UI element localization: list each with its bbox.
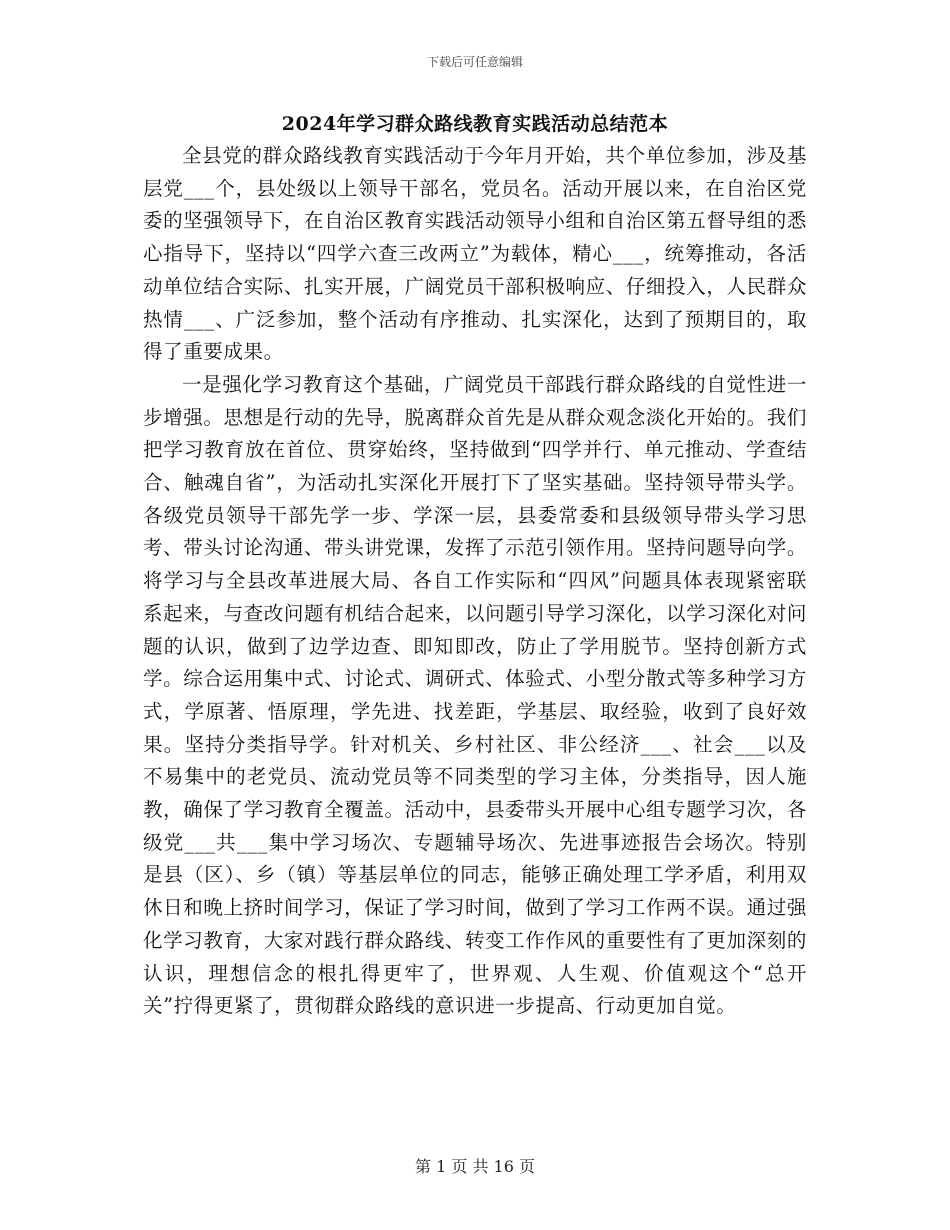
header-note: 下载后可任意编辑: [426, 55, 523, 69]
paragraph-study-education: 一是强化学习教育这个基础，广阔党员干部践行群众路线的自觉性进一步增强。思想是行动的先导，脱离群众首先是从群众观念淡化开始的。我们把学习教育放在首位、贯穿始终，坚持做到“四学并行、单元推动、学查结合、触魂自省”，为活动扎实深化开展打下了坚实基础。坚持领导带头学。各级党员领导干部先学一步、学深一层，县委常委和县级领导带头学习思考、带头讨论沟通、带头讲党课，发挥了示范引领作用。坚持问题导向学。将学习与全县改革进展大局、各自工作实际和“四风”问题具体表现紧密联系起来，与查改问题有机结合起来，以问题引导学习深化，以学习深化对问题的认识，做到了边学边查、即知即改，防止了学用脱节。坚持创新方式学。综合运用集中式、讨论式、调研式、体验式、小型分散式等多种学习方式，学原著、悟原理，学先进、找差距，学基层、取经验，收到了良好效果。坚持分类指导学。针对机关、乡村社区、非公经济___、社会___以及不易集中的老党员、流动党员等不同类型的学习主体，分类指导，因人施教，确保了学习教育全覆盖。活动中，县委带头开展中心组专题学习次，各级党___共___集中学习场次、专题辅导场次、先进事迹报告会场次。特别是县（区）、乡（镇）等基层单位的同志，能够正确处理工学矛盾，利用双休日和晚上挤时间学习，保证了学习时间，做到了学习工作两不误。通过强化学习教育，大家对践行群众路线、转变工作作风的重要性有了更加深刻的认识，理想信念的根扎得更牢了，世界观、人生观、价值观这个“总开关”拧得更紧了，贯彻群众路线的意识进一步提高、行动更加自觉。: [143, 372, 807, 1018]
page-number: 第 1 页 共 16 页: [415, 1157, 535, 1176]
paragraph-intro: 全县党的群众路线教育实践活动于今年月开始，共个单位参加，涉及基层党___个，县处级以上领导干部名，党员名。活动开展以来，在自治区党委的坚强领导下，在自治区教育实践活动领导小组和自治区第五督导组的悉心指导下，坚持以“四学六查三改两立”为载体，精心___，统筹推动，各活动单位结合实际、扎实开展，广阔党员干部积极响应、仔细投入，人民群众热情___、广泛参加，整个活动有序推动、扎实深化，达到了预期目的，取得了重要成果。: [143, 144, 807, 364]
document-body: [143, 140, 807, 1023]
document-title: 2024年学习群众路线教育实践活动总结范本: [281, 113, 669, 135]
